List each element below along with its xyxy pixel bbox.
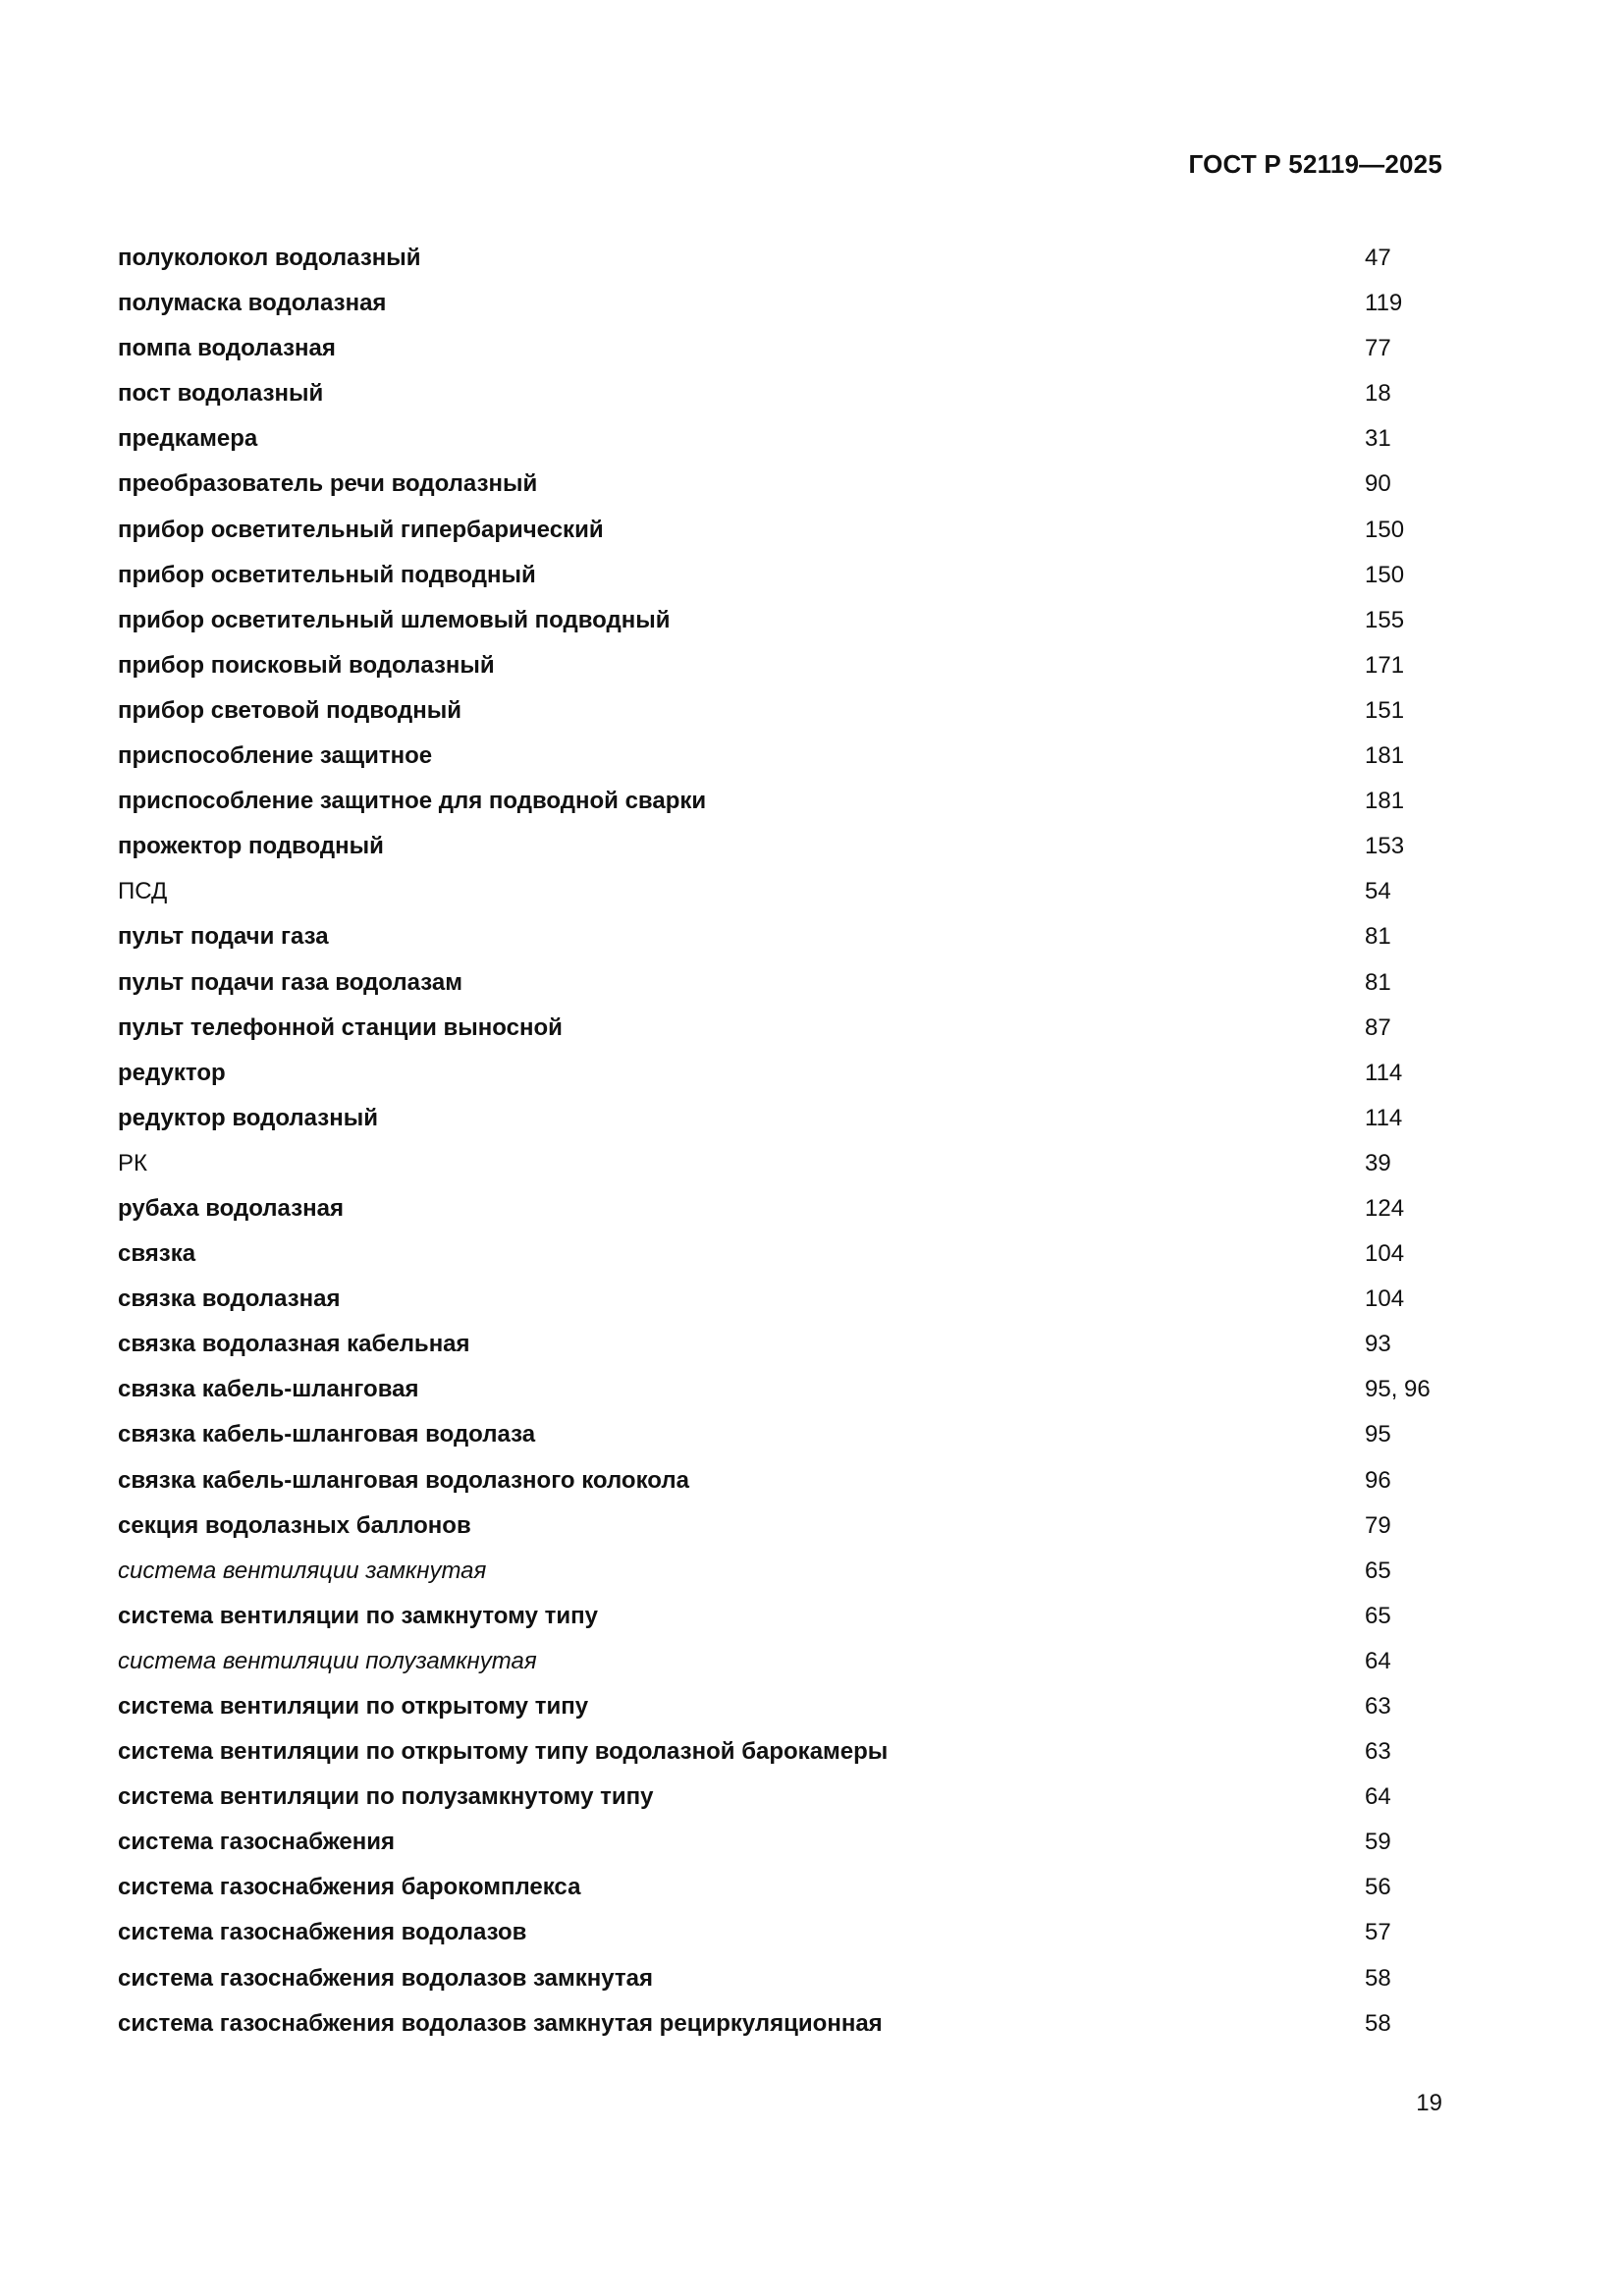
index-term: приспособление защитное для подводной сварки: [118, 788, 707, 815]
index-term: ПСД: [118, 878, 168, 905]
index-entry: [118, 466, 1453, 512]
index-term: пост водолазный: [118, 380, 324, 408]
index-entry: [118, 1463, 1453, 1508]
index-reference-number: 181: [1365, 742, 1405, 770]
index-term: преобразователь речи водолазный: [118, 470, 538, 498]
index-term: прибор осветительный гипербарический: [118, 516, 604, 543]
index-entry: [118, 1282, 1453, 1327]
index-entry: [118, 1689, 1453, 1734]
index-reference-number: 155: [1365, 606, 1405, 633]
index-reference-number: 81: [1365, 968, 1391, 996]
index-reference-number: 54: [1365, 878, 1391, 905]
index-entry: [118, 1056, 1453, 1101]
index-term: предкамера: [118, 425, 258, 453]
index-entry: [118, 1372, 1453, 1417]
index-reference-number: 65: [1365, 1557, 1391, 1584]
index-entry: [118, 1870, 1453, 1915]
index-reference-number: 150: [1365, 516, 1405, 543]
index-term: РК: [118, 1149, 147, 1176]
index-reference-number: 151: [1365, 696, 1405, 724]
index-reference-number: 181: [1365, 788, 1405, 815]
index-reference-number: 57: [1365, 1919, 1391, 1946]
index-entry: [118, 376, 1453, 421]
page-number: 19: [1416, 2090, 1442, 2116]
index-term: пульт подачи газа: [118, 923, 329, 951]
index-term: система вентиляции по открытому типу: [118, 1693, 589, 1720]
index-reference-number: 63: [1365, 1738, 1391, 1766]
index-term: связка кабель-шланговая: [118, 1376, 419, 1403]
index-reference-number: 95, 96: [1365, 1376, 1431, 1403]
index-term: помпа водолазная: [118, 335, 336, 362]
index-entry: [118, 648, 1453, 693]
index-entry: [118, 1915, 1453, 1960]
index-term: система вентиляции полузамкнутая: [118, 1647, 537, 1674]
index-term: система газоснабжения: [118, 1829, 395, 1856]
index-term: прибор осветительный шлемовый подводный: [118, 606, 671, 633]
index-term: система вентиляции по открытому типу водолазной барокамеры: [118, 1738, 889, 1766]
index-entry: [118, 784, 1453, 829]
index-entry: [118, 1146, 1453, 1191]
index-entry: [118, 1101, 1453, 1146]
index-reference-number: 114: [1365, 1059, 1403, 1086]
index-term: связка кабель-шланговая водолаза: [118, 1421, 536, 1449]
index-term: система вентиляции по замкнутому типу: [118, 1602, 598, 1629]
index-term: система вентиляции замкнутая: [118, 1557, 487, 1584]
document-header: ГОСТ Р 52119—2025: [1188, 149, 1442, 179]
index-term: редуктор водолазный: [118, 1104, 378, 1131]
index-term: система газоснабжения водолазов: [118, 1919, 527, 1946]
index-entry: [118, 286, 1453, 331]
index-reference-number: 150: [1365, 561, 1405, 588]
index-reference-number: 81: [1365, 923, 1391, 951]
index-reference-number: 63: [1365, 1693, 1391, 1720]
index-reference-number: 114: [1365, 1104, 1403, 1131]
index-term: связка: [118, 1240, 196, 1268]
index-reference-number: 64: [1365, 1647, 1391, 1674]
index-entry: [118, 874, 1453, 919]
index-reference-number: 18: [1365, 380, 1391, 408]
index-entry: [118, 1011, 1453, 1056]
index-reference-number: 65: [1365, 1602, 1391, 1629]
index-term: пульт подачи газа водолазам: [118, 968, 462, 996]
index-reference-number: 87: [1365, 1013, 1391, 1041]
index-reference-number: 104: [1365, 1285, 1405, 1313]
index-entry: [118, 1236, 1453, 1282]
alphabetical-index: [118, 241, 1453, 2051]
index-entry: [118, 1599, 1453, 1644]
index-entry: [118, 919, 1453, 964]
index-term: прибор поисковый водолазный: [118, 651, 495, 679]
index-entry: [118, 513, 1453, 558]
index-term: секция водолазных баллонов: [118, 1511, 471, 1539]
index-entry: [118, 241, 1453, 286]
index-entry: [118, 558, 1453, 603]
index-reference-number: 56: [1365, 1874, 1391, 1901]
index-entry: [118, 738, 1453, 784]
index-entry: [118, 1825, 1453, 1870]
index-term: прибор осветительный подводный: [118, 561, 536, 588]
index-term: полуколокол водолазный: [118, 245, 421, 271]
index-reference-number: 64: [1365, 1783, 1391, 1811]
index-term: система газоснабжения водолазов замкнутая рециркуляционная: [118, 2009, 883, 2037]
index-reference-number: 31: [1365, 425, 1391, 453]
index-reference-number: 104: [1365, 1240, 1405, 1268]
index-term: приспособление защитное: [118, 742, 433, 770]
index-entry: [118, 965, 1453, 1011]
index-reference-number: 77: [1365, 335, 1391, 362]
index-entry: [118, 2006, 1453, 2051]
index-reference-number: 124: [1365, 1194, 1405, 1222]
index-term: система газоснабжения водолазов замкнутая: [118, 1964, 654, 1992]
index-term: прожектор подводный: [118, 833, 384, 860]
index-reference-number: 79: [1365, 1511, 1391, 1539]
index-reference-number: 96: [1365, 1466, 1391, 1494]
index-entry: [118, 1191, 1453, 1236]
index-reference-number: 93: [1365, 1331, 1391, 1358]
index-entry: [118, 1734, 1453, 1779]
index-reference-number: 58: [1365, 1964, 1391, 1992]
index-term: пульт телефонной станции выносной: [118, 1013, 563, 1041]
index-reference-number: 90: [1365, 470, 1391, 498]
index-reference-number: 119: [1365, 290, 1403, 317]
index-entry: [118, 331, 1453, 376]
index-entry: [118, 1417, 1453, 1462]
index-reference-number: 171: [1365, 651, 1405, 679]
index-reference-number: 47: [1365, 245, 1391, 271]
index-entry: [118, 1779, 1453, 1825]
index-term: система газоснабжения барокомплекса: [118, 1874, 581, 1901]
index-reference-number: 58: [1365, 2009, 1391, 2037]
index-entry: [118, 1644, 1453, 1689]
index-entry: [118, 1554, 1453, 1599]
index-reference-number: 153: [1365, 833, 1405, 860]
index-term: система вентиляции по полузамкнутому типу: [118, 1783, 654, 1811]
index-entry: [118, 1508, 1453, 1554]
index-term: рубаха водолазная: [118, 1194, 344, 1222]
index-entry: [118, 829, 1453, 874]
index-term: связка водолазная: [118, 1285, 341, 1313]
index-term: полумаска водолазная: [118, 290, 387, 317]
index-term: связка водолазная кабельная: [118, 1331, 470, 1358]
index-term: прибор световой подводный: [118, 696, 461, 724]
index-entry: [118, 1961, 1453, 2006]
index-reference-number: 59: [1365, 1829, 1391, 1856]
index-entry: [118, 1327, 1453, 1372]
index-entry: [118, 603, 1453, 648]
index-term: редуктор: [118, 1059, 226, 1086]
index-reference-number: 39: [1365, 1149, 1391, 1176]
index-entry: [118, 693, 1453, 738]
index-reference-number: 95: [1365, 1421, 1391, 1449]
index-term: связка кабель-шланговая водолазного колокола: [118, 1466, 689, 1494]
index-entry: [118, 421, 1453, 466]
